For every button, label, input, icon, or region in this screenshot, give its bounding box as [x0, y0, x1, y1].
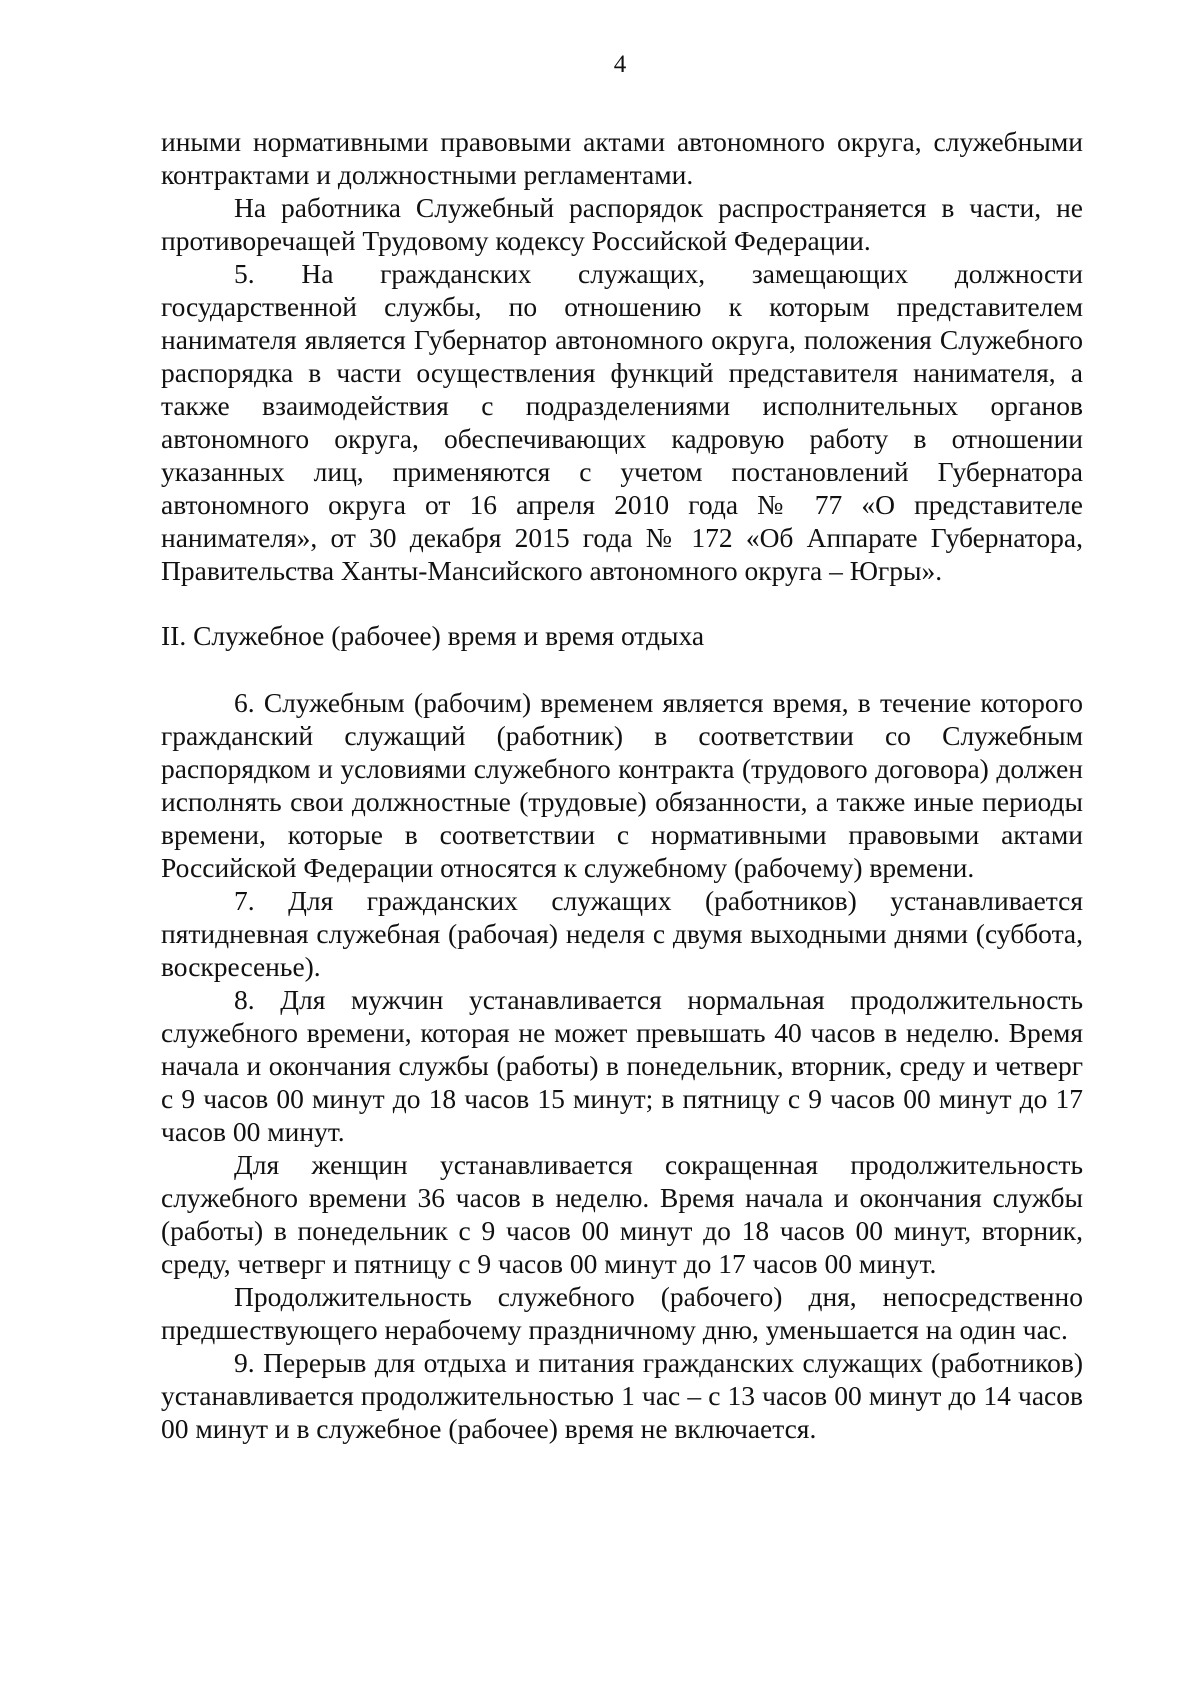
paragraph-item-7: 7. Для гражданских служащих (работников) устанавливается пятидневная служебная (рабочая) неделя с двумя выходными днями (суббота, воскресенье). — [161, 885, 1083, 982]
paragraph-item-6: 6. Служебным (рабочим) временем является время, в течение которого гражданский служащий (работник) в соответствии со Служебным распорядком и условиями служебного контракта (трудового договора) должен исполнять свои должностные (трудовые) обязанности, а также иные периоды времени, которые в соответствии с нормативными правовыми актами Российской Федерации относятся к служебному (рабочему) времени. — [161, 687, 1083, 883]
paragraph-women-hours: Для женщин устанавливается сокращенная продолжительность служебного времени 36 часов в неделю. Время начала и окончания службы (работы) в понедельник с 9 часов 00 минут до 18 часов 00 минут, вторник, среду, четверг и пятницу с 9 часов 00 минут до 17 часов 00 минут. — [161, 1149, 1083, 1279]
document-body — [161, 125, 1083, 1445]
paragraph-pre-holiday: Продолжительность служебного (рабочего) дня, непосредственно предшествующего нерабочему праздничному дню, уменьшается на один час. — [161, 1281, 1083, 1345]
page-number: 4 — [613, 51, 627, 78]
paragraph-item-5: 5. На гражданских служащих, замещающих должности государственной службы, по отношению к которым представителем нанимателя является Губернатор автономного округа, положения Служебного распорядка в части осуществления функций представителя нанимателя, а также взаимодействия с подразделениями исполнительных органов автономного округа, обеспечивающих кадровую работу в отношении указанных лиц, применяются с учетом постановлений Губернатора автономного округа от 16 апреля 2010 года № 77 «О представителе нанимателя», от 30 декабря 2015 года № 172 «Об Аппарате Губернатора, Правительства Ханты-Мансийского автономного округа – Югры». — [161, 258, 1083, 586]
paragraph-continuation: иными нормативными правовыми актами автономного округа, служебными контрактами и должностными регламентами. — [161, 126, 1083, 190]
paragraph-item-9: 9. Перерыв для отдыха и питания гражданских служащих (работников) устанавливается продолжительностью 1 час – с 13 часов 00 минут до 14 часов 00 минут и в служебное (рабочее) время не включается. — [161, 1347, 1083, 1444]
paragraph-item-8: 8. Для мужчин устанавливается нормальная продолжительность служебного времени, которая не может превышать 40 часов в неделю. Время начала и окончания службы (работы) в понедельник, вторник, среду и четверг с 9 часов 00 минут до 18 часов 15 минут; в пятницу с 9 часов 00 минут до 17 часов 00 минут. — [161, 984, 1083, 1147]
paragraph-employee-scope: На работника Служебный распорядок распространяется в части, не противоречащей Трудовому кодексу Российской Федерации. — [161, 192, 1083, 256]
section-heading: II. Служебное (рабочее) время и время отдыха — [161, 620, 705, 651]
